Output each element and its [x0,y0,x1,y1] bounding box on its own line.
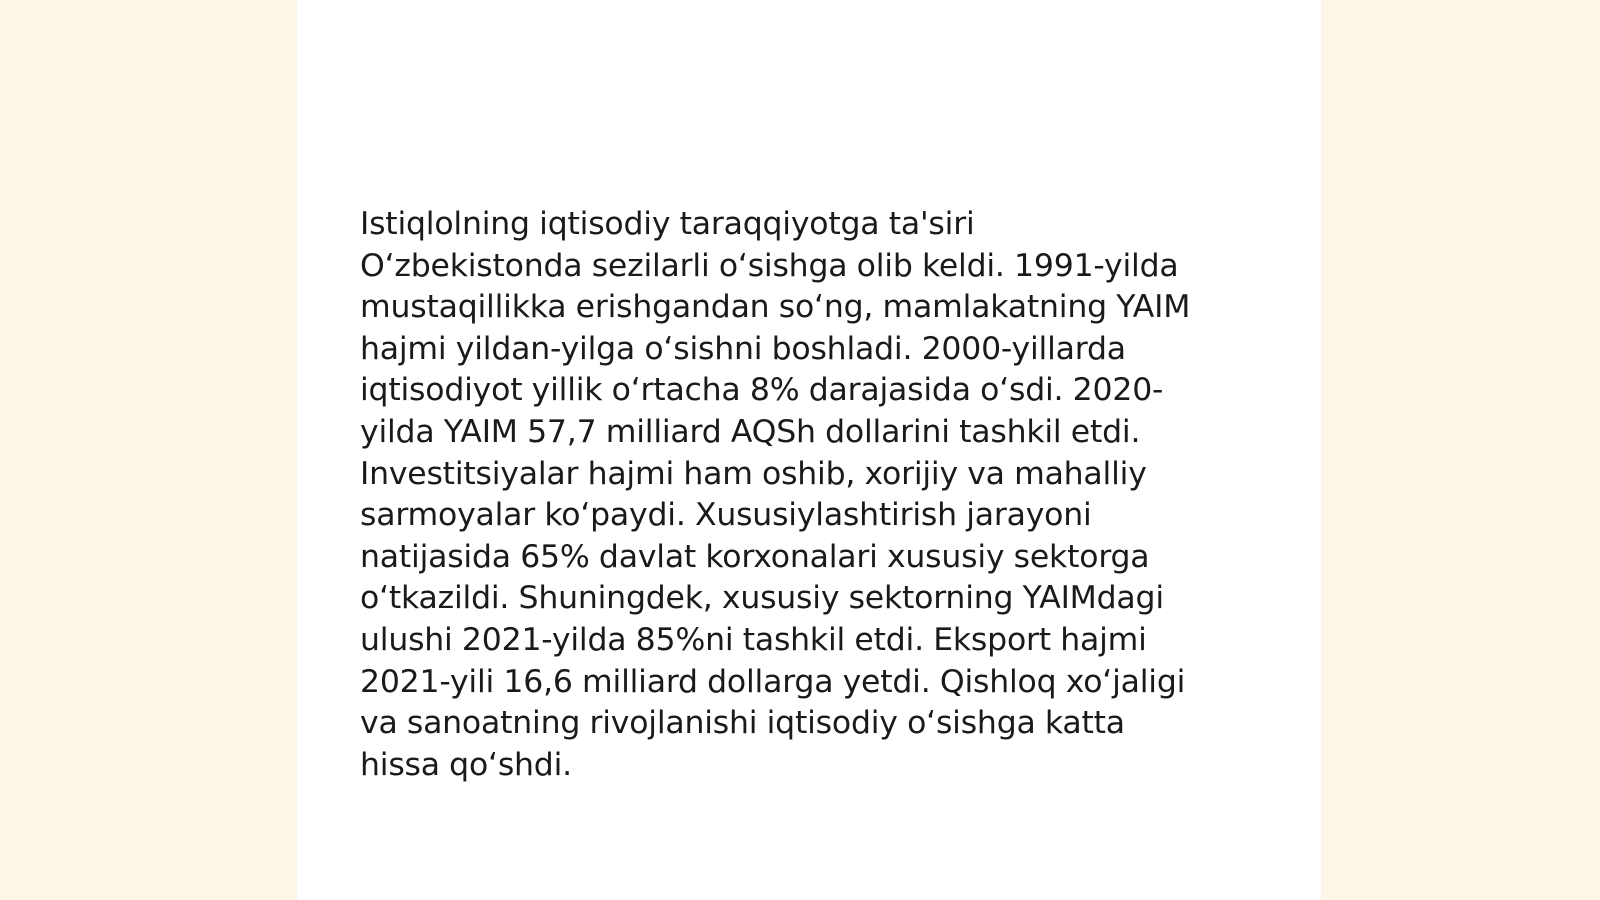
text-line-3: mustaqillikka erishgandan so‘ng, mamlakatning YAIM [360,289,1191,326]
text-line-2: O‘zbekistonda sezilarli o‘sishga olib keldi. 1991-yilda [360,247,1179,284]
text-line-8: sarmoyalar ko‘paydi. Xususiylashtirish jarayoni [360,497,1092,534]
text-line-14: hissa qo‘shdi. [360,746,572,783]
text-line-9: natijasida 65% davlat korxonalari xususiy sektorga [360,538,1150,575]
text-line-7: Investitsiyalar hajmi ham oshib, xorijiy va mahalliy [360,455,1147,492]
text-line-10: o‘tkazildi. Shuningdek, xususiy sektorning YAIMdagi [360,580,1164,617]
text-line-5: iqtisodiyot yillik o‘rtacha 8% darajasida o‘sdi. 2020- [360,372,1164,409]
text-line-1: Istiqlolning iqtisodiy taraqqiyotga ta'siri [360,206,975,242]
text-line-13: va sanoatning rivojlanishi iqtisodiy o‘sishga katta [360,705,1125,742]
document-page [297,0,1321,900]
text-line-6: yilda YAIM 57,7 milliard AQSh dollarini tashkil etdi. [360,413,1141,450]
text-line-12: 2021-yili 16,6 milliard dollarga yetdi. Qishloq xo‘jaligi [360,663,1186,700]
text-line-4: hajmi yildan-yilga o‘sishni boshladi. 2000-yillarda [360,330,1126,367]
body-paragraph [360,204,1240,786]
text-line-11: ulushi 2021-yilda 85%ni tashkil etdi. Eksport hajmi [360,621,1147,658]
